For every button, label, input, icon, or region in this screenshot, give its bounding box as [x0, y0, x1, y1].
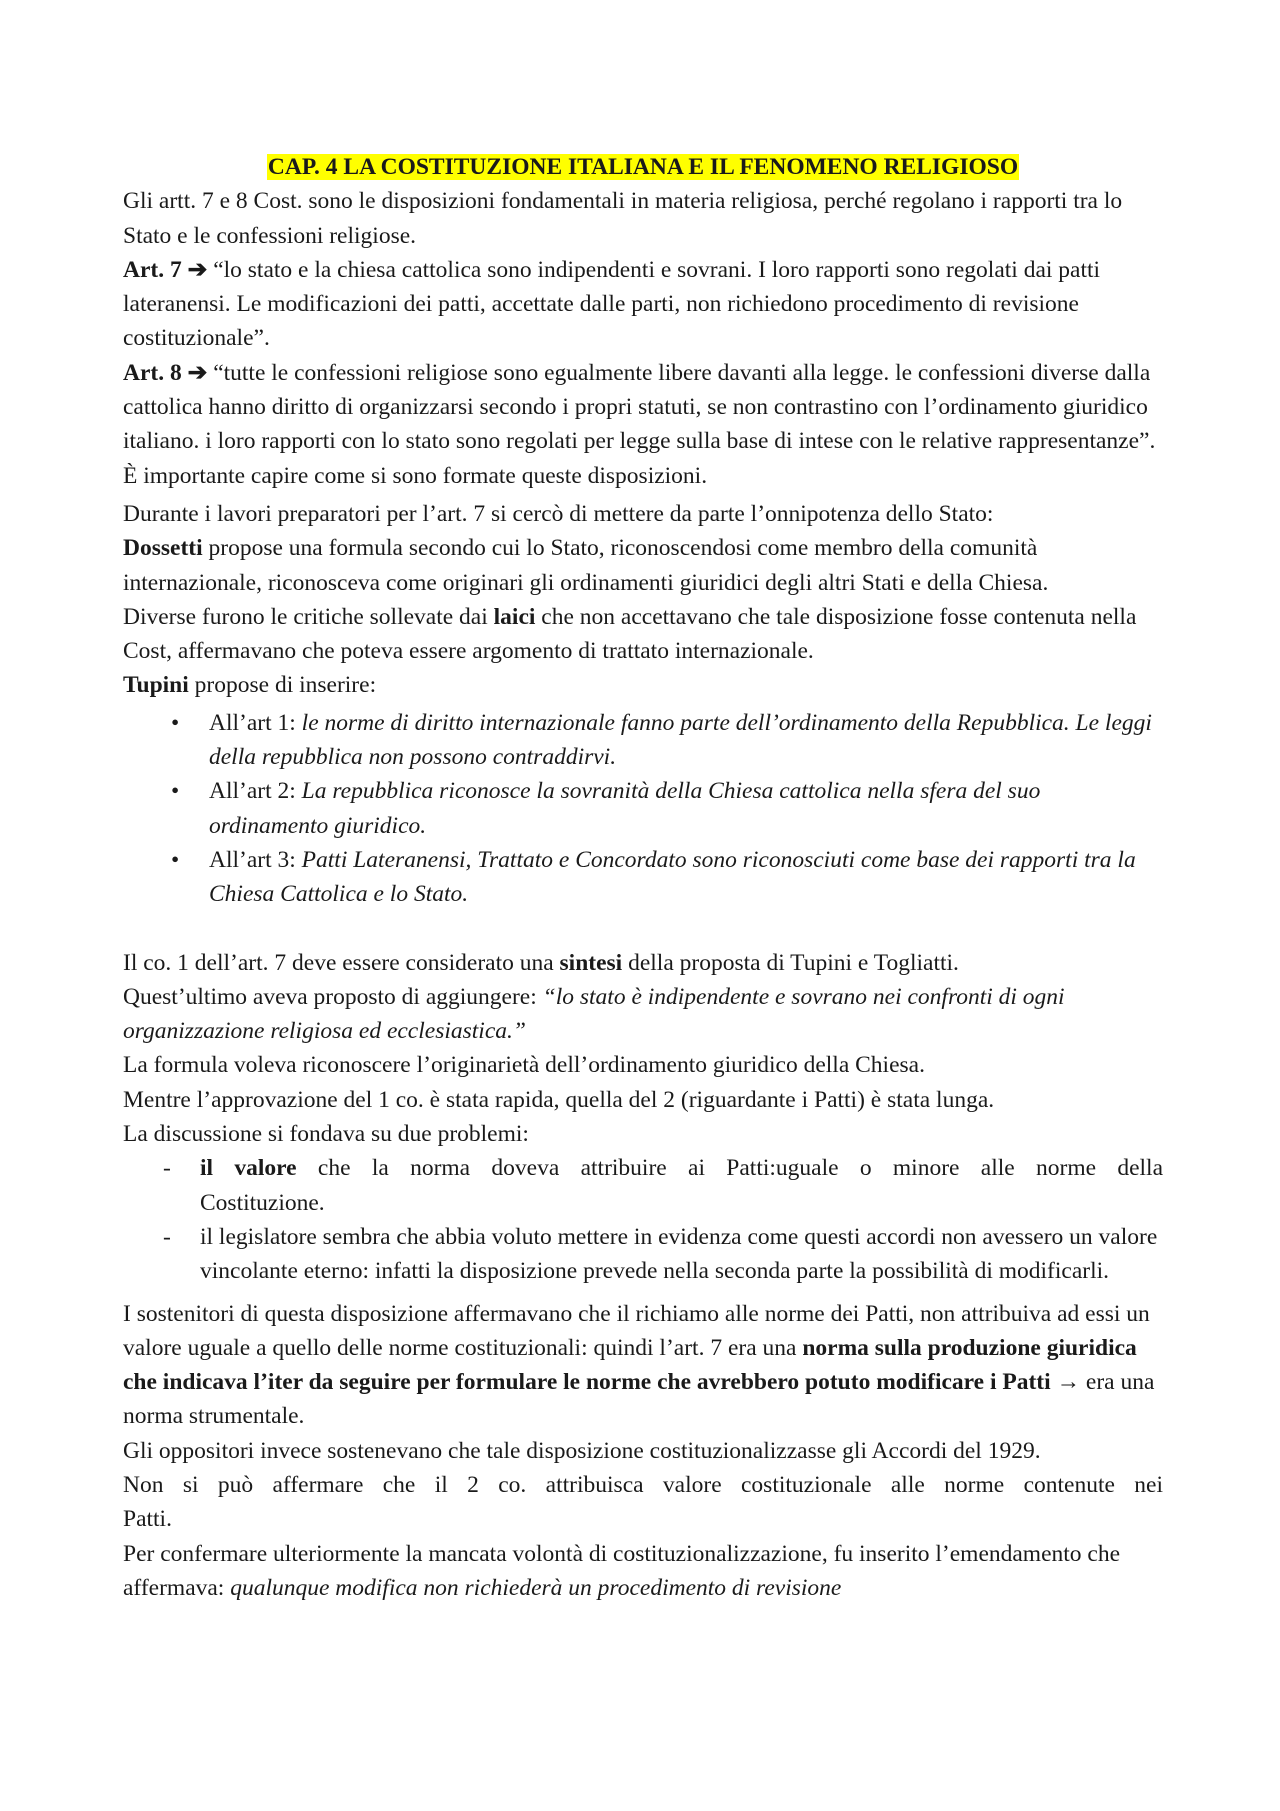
sostenitori-pre: I sostenitori di questa disposizione affermavano che il richiamo alle norme dei Patti, non attribuiva ad essi un valore uguale a quello delle norme costituzionali: quindi l’art. 7 era una — [123, 1300, 1150, 1361]
dossetti-text: propose una formula secondo cui lo Stato, riconoscendosi come membro della comunità internazionale, riconosceva come originari gli ordinamenti giuridici degli altri Stati e della Chiesa. — [123, 535, 1049, 596]
togliatti-pre: Quest’ultimo aveva proposto di aggiungere: — [123, 983, 543, 1010]
document-body — [123, 150, 1163, 1605]
tupini-text: propose di inserire: — [188, 672, 377, 699]
list-item — [123, 1220, 1163, 1289]
bullet-icon: • — [171, 709, 180, 736]
confermare-pre: Per confermare ulteriormente la mancata volontà di costituzionalizzazione, fu inserito l’emendamento che affermava: — [123, 1540, 1121, 1601]
nonsi-paragraph — [123, 1468, 1163, 1537]
discussione-line: La discussione si fondava su due problemi: — [123, 1121, 529, 1148]
laici-post: che non accettavano che tale disposizione fosse contenuta nella Cost, affermavano che poteva essere argomento di trattato internazionale. — [123, 603, 1137, 665]
formula-line: La formula voleva riconoscere l’originarietà dell’ordinamento giuridico della Chiesa. — [123, 1052, 925, 1079]
list-item-line — [200, 1151, 1163, 1185]
chapter-title-wrap — [123, 150, 1163, 184]
chapter-title: CAP. 4 LA COSTITUZIONE ITALIANA E IL FENOMENO RELIGIOSO — [267, 154, 1019, 180]
intro-paragraph: Gli artt. 7 e 8 Cost. sono le disposizioni fondamentali in materia religiosa, perché regolano i rapporti tra lo Stato e le confessioni religiose. — [123, 188, 1123, 249]
list-item — [123, 843, 1163, 912]
tupini-proposals-list — [123, 706, 1163, 912]
list-item — [123, 706, 1163, 775]
art7-label: Art. 7 — [123, 256, 182, 283]
valore-word: il valore — [200, 1155, 297, 1182]
problems-list — [123, 1151, 1163, 1288]
list-item — [123, 774, 1163, 843]
bullet-icon: • — [171, 778, 180, 805]
art8-arrow-icon: ➔ — [187, 359, 208, 386]
art7-text: “lo stato e la chiesa cattolica sono indipendenti e sovrani. I loro rapporti sono regolati dai patti lateranensi. Le modificazioni dei patti, accettate dalle parti, non richiedono procedimento di revisione costituzionale”. — [123, 256, 1101, 352]
oppositori-paragraph: Gli oppositori invece sostenevano che tale disposizione costituzionalizzasse gli Accordi del 1929. — [123, 1437, 1041, 1464]
confermare-paragraph — [123, 1537, 1163, 1606]
tupini-name: Tupini — [123, 672, 189, 699]
lavori-line: Durante i lavori preparatori per l’art. 7 si cercò di mettere da parte l’onnipotenza dello Stato: — [123, 500, 994, 527]
sostenitori-bold: norma sulla produzione giuridica che indicava l’iter da seguire per formulare le norme che avrebbero potuto modificare i Patti — [123, 1334, 1137, 1396]
art8-paragraph — [123, 356, 1163, 459]
sintesi-paragraph — [123, 946, 1163, 1152]
list-item-text: il legislatore sembra che abbia voluto mettere in evidenza come questi accordi non avessero un valore vincolante eterno: infatti la disposizione prevede nella seconda parte la possibilità di modificarli. — [200, 1223, 1158, 1285]
list-item-prefix: All’art 2: — [209, 778, 302, 805]
confermare-italic: qualunque modifica non richiederà un procedimento di revisione — [230, 1574, 842, 1601]
list-item-line: Costituzione. — [200, 1189, 325, 1216]
laici-word: laici — [493, 603, 536, 630]
sostenitori-paragraph — [123, 1297, 1163, 1434]
sintesi-pre: Il co. 1 dell’art. 7 deve essere considerato una — [123, 949, 560, 976]
art7-paragraph — [123, 253, 1163, 356]
sintesi-word: sintesi — [559, 949, 623, 976]
art8-text: “tutte le confessioni religiose sono egualmente libere davanti alla legge. le confessioni diverse dalla cattolica hanno diritto di organizzarsi secondo i propri statuti, se non contrastino con l’ordinamento giuridico italiano. i loro rapporti con lo stato sono regolati per legge sulla base di intese con le relative rappresentanze”. — [123, 359, 1156, 455]
togliatti-quote: “lo stato è indipendente e sovrano nei confronti di ogni organizzazione religiosa ed ecclesiastica.” — [123, 983, 1065, 1045]
laici-pre: Diverse furono le critiche sollevate dai — [123, 603, 494, 630]
sostenitori-post: era una norma strumentale. — [123, 1369, 1155, 1430]
art8-label: Art. 8 — [123, 359, 182, 386]
mentre-line: Mentre l’approvazione del 1 co. è stata rapida, quella del 2 (riguardante i Patti) è stata lunga. — [123, 1086, 995, 1113]
importante-paragraph: È importante capire come si sono formate queste disposizioni. — [123, 462, 708, 489]
list-item — [123, 1151, 1163, 1220]
dossetti-name: Dossetti — [123, 535, 203, 562]
nonsi-line: Non si può affermare che il 2 co. attribuisca valore costituzionale alle norme contenute nei — [123, 1471, 1163, 1498]
list-item-text: che la norma doveva attribuire ai Patti:uguale o minore alle norme della — [296, 1155, 1164, 1182]
list-item-text: La repubblica riconosce la sovranità della Chiesa cattolica nella sfera del suo ordinamento giuridico. — [209, 778, 1041, 839]
sintesi-post: della proposta di Tupini e Togliatti. — [622, 949, 959, 976]
bullet-icon: • — [171, 846, 180, 873]
dash-icon: - — [163, 1223, 171, 1250]
list-item-prefix: All’art 1: — [209, 709, 302, 736]
list-item-text: Patti Lateranensi, Trattato e Concordato sono riconosciuti come base dei rapporti tra la Chiesa Cattolica e lo Stato. — [209, 846, 1136, 908]
art7-arrow-icon: ➔ — [187, 256, 208, 283]
list-item-prefix: All’art 3: — [209, 846, 302, 873]
list-item-text: le norme di diritto internazionale fanno parte dell’ordinamento della Repubblica. Le leggi della repubblica non possono contraddirvi. — [209, 709, 1152, 771]
dash-icon: - — [163, 1155, 171, 1182]
lavori-paragraph — [123, 497, 1163, 703]
nonsi-line: Patti. — [123, 1506, 172, 1533]
right-arrow-icon: → — [1056, 1369, 1081, 1396]
